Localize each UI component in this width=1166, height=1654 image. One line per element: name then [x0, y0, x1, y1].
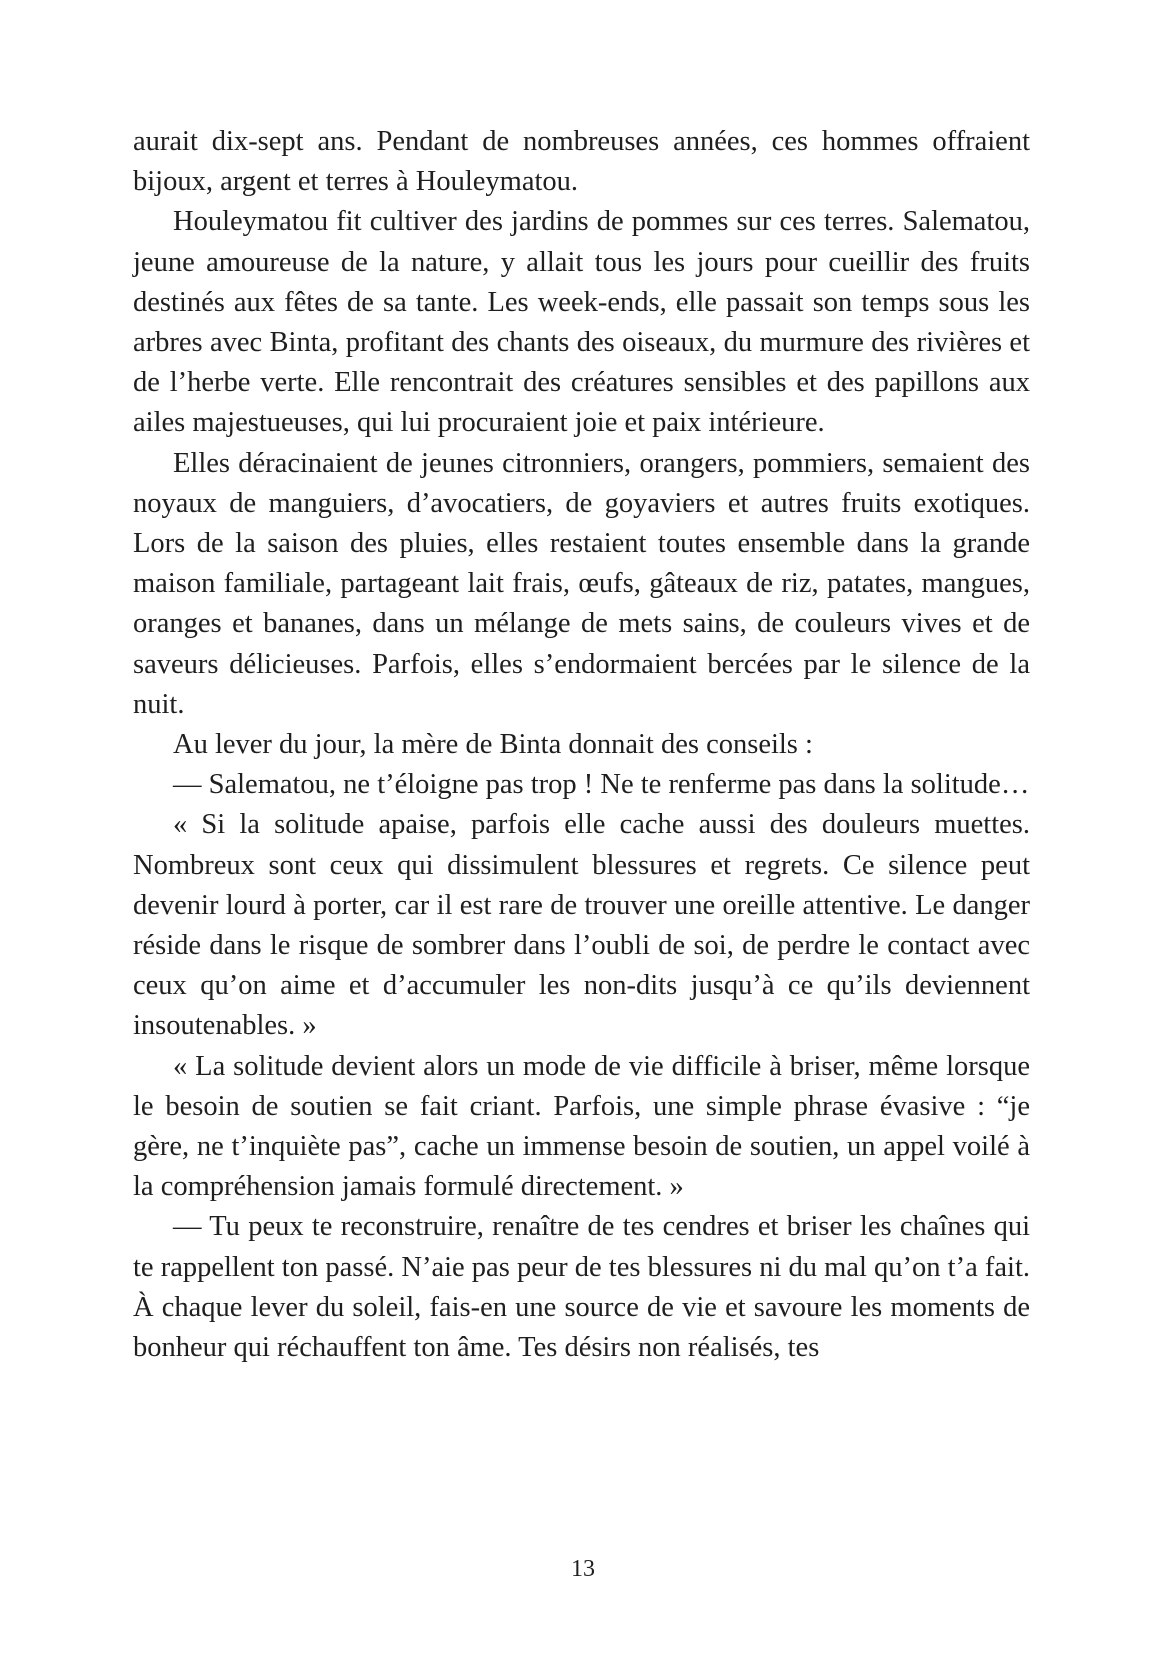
- paragraph-advice-intro: Au lever du jour, la mère de Binta donnait des conseils :: [173, 729, 813, 761]
- paragraph-quote-support: « La solitude devient alors un mode de vie difficile à briser, même lorsque le besoin de soutien se fait criant. Parfois, une simple phrase évasive : “je gère, ne t’inquiète pas”, cache un immense besoin de soutien, un appel voilé à la compréhension jamais formulé directement. »: [133, 1050, 1030, 1203]
- paragraph-quote-solitude: « Si la solitude apaise, parfois elle cache aussi des douleurs muettes. Nombreux sont ceux qui dissimulent blessures et regrets. Ce silence peut devenir lourd à porter, car il est rare de trouver une oreille attentive. Le danger réside dans le risque de sombrer dans l’oubli de soi, de perdre le contact avec ceux qu’on aime et d’accumuler les non-dits jusqu’à ce qu’ils deviennent insoutenables. »: [133, 809, 1030, 1042]
- paragraph-fruit-trees: Elles déracinaient de jeunes citronniers, orangers, pommiers, semaient des noyaux de manguiers, d’avocatiers, de goyaviers et autres fruits exotiques. Lors de la saison des pluies, elles restaient toutes ensemble dans la grande maison familiale, partageant lait frais, œufs, gâteaux de riz, patates, mangues, oranges et bananes, dans un mélange de mets sains, de couleurs vives et de saveurs délicieuses. Parfois, elles s’endormaient bercées par le silence de la nuit.: [133, 447, 1030, 720]
- paragraph-dialogue-warning: — Salematou, ne t’éloigne pas trop ! Ne te renferme pas dans la solitude…: [173, 769, 1030, 801]
- paragraph-continuation: aurait dix-sept ans. Pendant de nombreuses années, ces hommes offraient bijoux, argent et terres à Houleymatou.: [133, 126, 1030, 198]
- paragraph-gardens: Houleymatou fit cultiver des jardins de pommes sur ces terres. Salematou, jeune amoureuse de la nature, y allait tous les jours pour cueillir des fruits destinés aux fêtes de sa tante. Les week-ends, elle passait son temps sous les arbres avec Binta, profitant des chants des oiseaux, du murmure des rivières et de l’herbe verte. Elle rencontrait des créatures sensibles et des papillons aux ailes majestueuses, qui lui procuraient joie et paix intérieure.: [133, 206, 1030, 439]
- page-number: 13: [571, 1556, 595, 1582]
- body-text: [133, 122, 1030, 1368]
- paragraph-dialogue-rebuild: — Tu peux te reconstruire, renaître de tes cendres et briser les chaînes qui te rappellent ton passé. N’aie pas peur de tes blessures ni du mal qu’on t’a fait. À chaque lever du soleil, fais-en une source de vie et savoure les moments de bonheur qui réchauffent ton âme. Tes désirs non réalisés, tes: [133, 1211, 1030, 1364]
